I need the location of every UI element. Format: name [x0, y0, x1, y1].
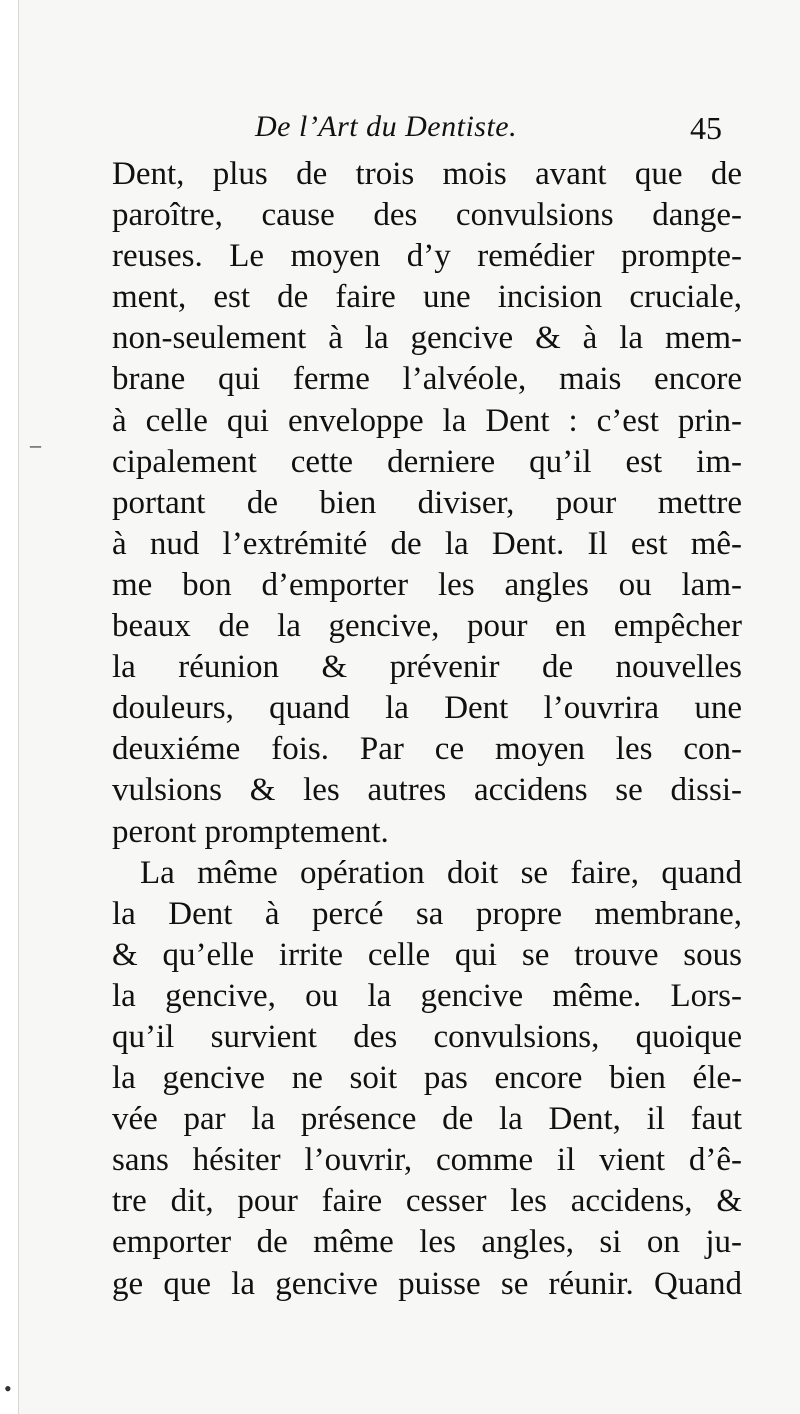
text-line: douleurs, quand la Dent l’ouvrira une: [112, 690, 742, 727]
text-line: brane qui ferme l’alvéole, mais encore: [112, 361, 742, 398]
running-title: De l’Art du Dentiste.: [255, 110, 518, 143]
text-line: La même opération doit se faire, quand: [140, 854, 742, 891]
text-line: reuses. Le moyen d’y remédier prompte-: [112, 238, 742, 275]
text-line: la Dent à percé sa propre membrane,: [112, 895, 742, 932]
text-line: beaux de la gencive, pour en empêcher: [112, 608, 742, 645]
text-line: emporter de même les angles, si on ju-: [112, 1224, 742, 1261]
text-line: à celle qui enveloppe la Dent : c’est prin-: [112, 402, 742, 439]
text-line: tre dit, pour faire cesser les accidens, &: [112, 1183, 742, 1220]
text-line: me bon d’emporter les angles ou lam-: [112, 566, 742, 603]
text-line: vulsions & les autres accidens se dissi-: [112, 772, 742, 809]
text-line: qu’il survient des convulsions, quoique: [112, 1018, 742, 1055]
text-line: la gencive ne soit pas encore bien éle-: [112, 1060, 742, 1097]
margin-dash-mark: –: [30, 432, 41, 457]
body-text: [112, 154, 742, 1305]
text-line: Dent, plus de trois mois avant que de: [112, 156, 742, 192]
text-line: paroître, cause des convulsions dange-: [112, 197, 742, 234]
text-line: la gencive, ou la gencive même. Lors-: [112, 977, 742, 1014]
text-line: peront promptement.: [112, 813, 389, 850]
text-line: cipalement cette derniere qu’il est im-: [112, 443, 742, 480]
text-line: portant de bien diviser, pour mettre: [112, 484, 742, 521]
text-line: non-seulement à la gencive & à la mem-: [112, 320, 742, 357]
text-line: ge que la gencive puisse se réunir. Quand: [112, 1265, 742, 1302]
text-line: ment, est de faire une incision cruciale,: [112, 279, 742, 316]
text-line: & qu’elle irrite celle qui se trouve sous: [112, 936, 742, 973]
text-line: deuxiéme fois. Par ce moyen les con-: [112, 731, 742, 768]
text-line: à nud l’extrémité de la Dent. Il est mê-: [112, 525, 742, 562]
text-line: sans hésiter l’ouvrir, comme il vient d’ê-: [112, 1142, 742, 1179]
text-line: la réunion & prévenir de nouvelles: [112, 649, 742, 686]
page-number: 45: [690, 110, 722, 146]
text-line: vée par la présence de la Dent, il faut: [112, 1101, 742, 1138]
margin-dot-mark: •: [4, 1376, 12, 1401]
